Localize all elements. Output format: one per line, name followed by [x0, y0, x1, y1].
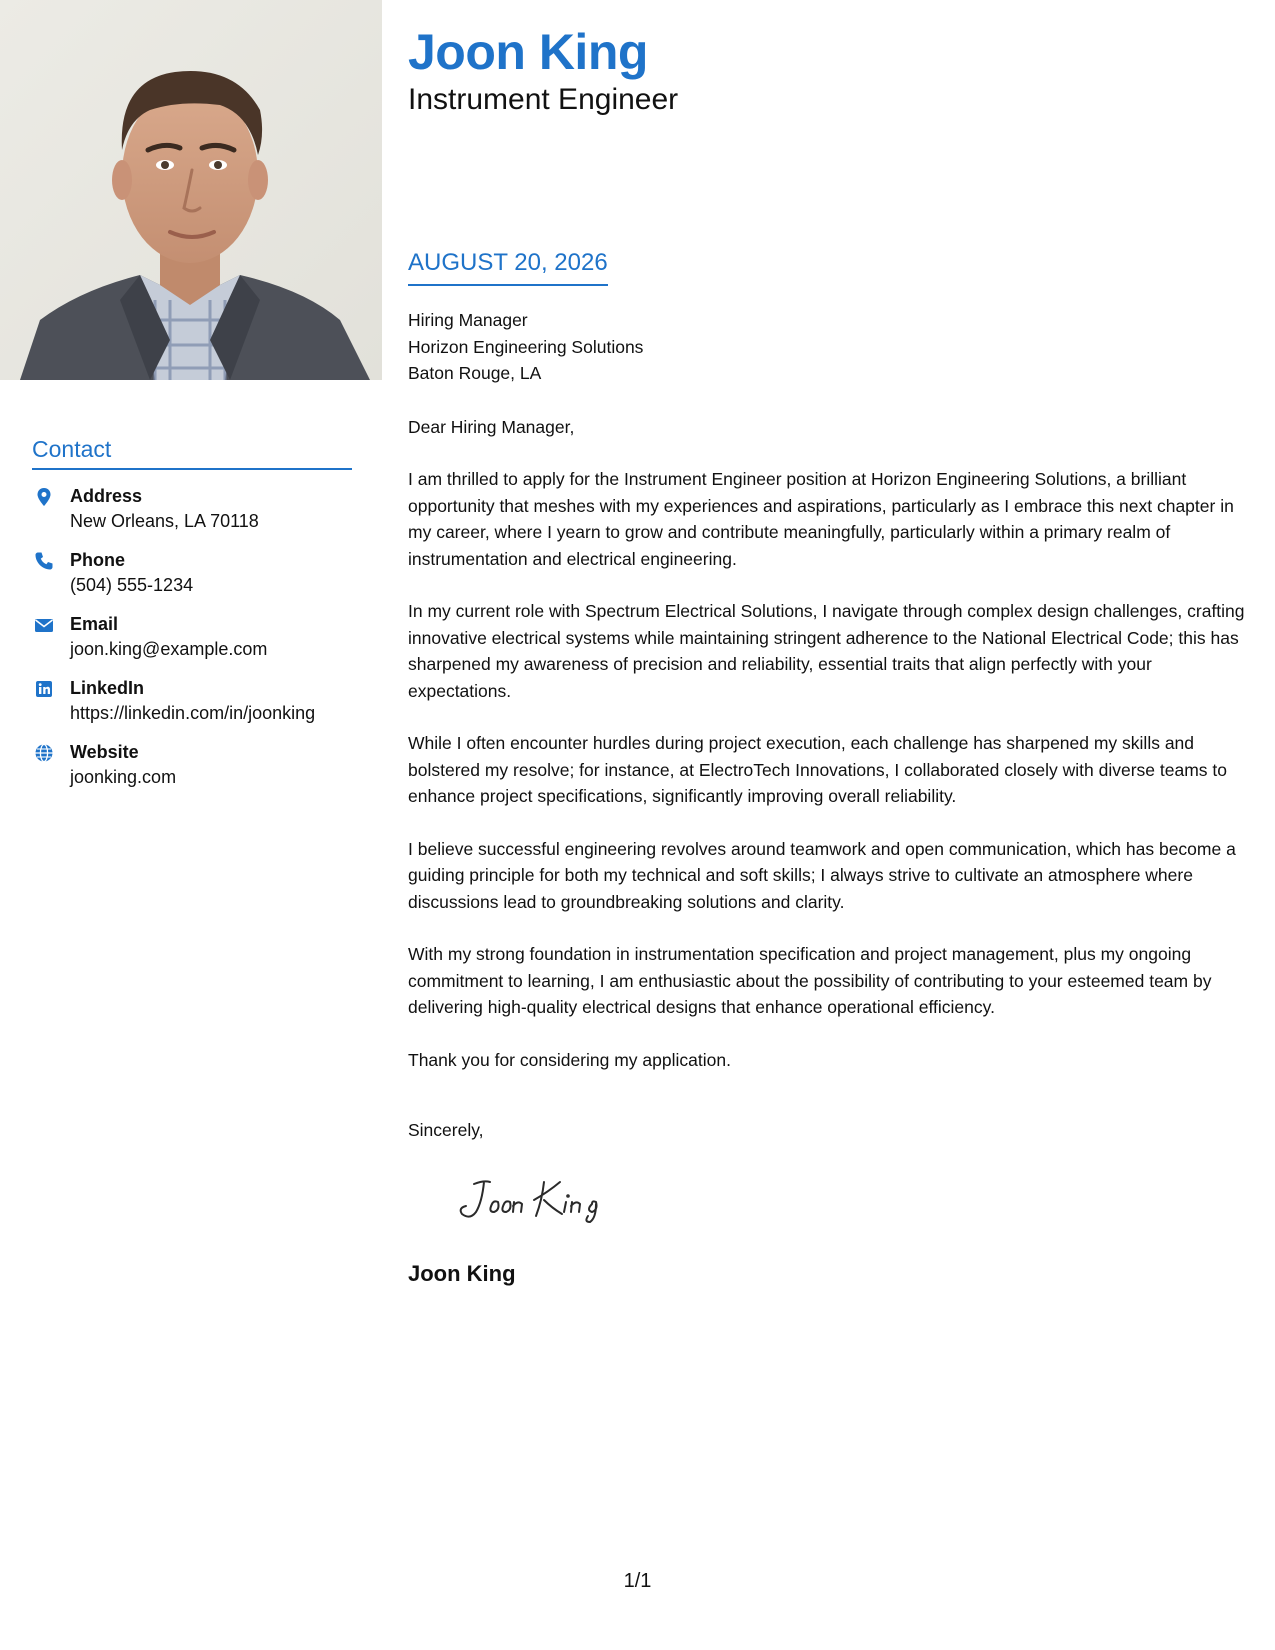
contact-website: [32, 740, 352, 790]
phone-label: Phone: [70, 549, 126, 570]
letter-header: [408, 22, 678, 118]
email-icon: [34, 615, 54, 635]
website-value[interactable]: joonking.com: [70, 766, 177, 787]
address-label: Address: [70, 485, 143, 506]
handwritten-signature: [456, 1174, 636, 1224]
applicant-title: Instrument Engineer: [408, 83, 679, 116]
body-paragraph: In my current role with Spectrum Electrical Solutions, I navigate through complex design challenges, crafting innovative electrical systems while maintaining stringent adherence to the National Electrical Code; this has sharpened my awareness of precision and reliability, essential traits that align perfectly with your expectations.: [408, 601, 1245, 701]
linkedin-icon: [34, 679, 54, 699]
contact-phone: [32, 548, 352, 598]
contact-address: [32, 484, 352, 534]
signature-name: Joon King: [408, 1261, 516, 1286]
body-paragraph: I am thrilled to apply for the Instrument Engineer position at Horizon Engineering Solutions, a brilliant opportunity that meshes with my experiences and aspirations, particularly as I embrace this next chapter in my career, where I yearn to grow and contribute meaningfully, particularly within a primary realm of instrumentation and electrical engineering.: [408, 469, 1234, 569]
person-portrait-icon: [0, 0, 382, 380]
body-paragraph: I believe successful engineering revolves around teamwork and open communication, which has become a guiding principle for both my technical and soft skills; I always strive to cultivate an atmosphere where discussions lead to groundbreaking solutions and clarity.: [408, 838, 1236, 912]
recipient-line: Horizon Engineering Solutions: [408, 336, 644, 357]
recipient-line: Baton Rouge, LA: [408, 363, 542, 383]
contact-email: [32, 612, 352, 662]
contact-section: [32, 436, 352, 804]
body-paragraph: While I often encounter hurdles during project execution, each challenge has sharpened my skills and bolstered my resolve; for instance, at ElectroTech Innovations, I collaborated closely with diverse teams to enhance project specifications, significantly improving overall reliability.: [408, 733, 1228, 806]
contact-linkedin: [32, 676, 352, 726]
globe-icon: [34, 743, 54, 763]
page-number: 1/1: [623, 1570, 652, 1592]
salutation: Dear Hiring Manager,: [408, 416, 575, 437]
recipient-block: [408, 307, 1253, 387]
linkedin-value[interactable]: https://linkedin.com/in/joonking: [70, 702, 316, 723]
contact-heading: Contact: [32, 436, 352, 470]
body-paragraph: With my strong foundation in instrumentation specification and project management, plus my ongoing commitment to learning, I am enthusiastic about the possibility of contributing to your esteemed team by delivering high-quality electrical designs that enhance operational efficiency.: [408, 944, 1212, 1017]
letter-date: AUGUST 20, 2026: [408, 248, 608, 286]
phone-icon: [34, 551, 54, 571]
profile-photo: [0, 0, 382, 380]
applicant-name: Joon King: [408, 24, 648, 80]
email-label: Email: [70, 613, 119, 634]
address-value: New Orleans, LA 70118: [70, 510, 259, 531]
linkedin-label: LinkedIn: [70, 677, 145, 698]
website-label: Website: [70, 741, 139, 762]
phone-value[interactable]: (504) 555-1234: [70, 574, 194, 595]
map-pin-icon: [34, 487, 54, 507]
body-paragraph: Thank you for considering my application.: [408, 1049, 731, 1070]
email-value[interactable]: joon.king@example.com: [70, 638, 268, 659]
closing: Sincerely,: [408, 1120, 484, 1140]
recipient-line: Hiring Manager: [408, 310, 528, 330]
letter-body: [408, 307, 1253, 1288]
